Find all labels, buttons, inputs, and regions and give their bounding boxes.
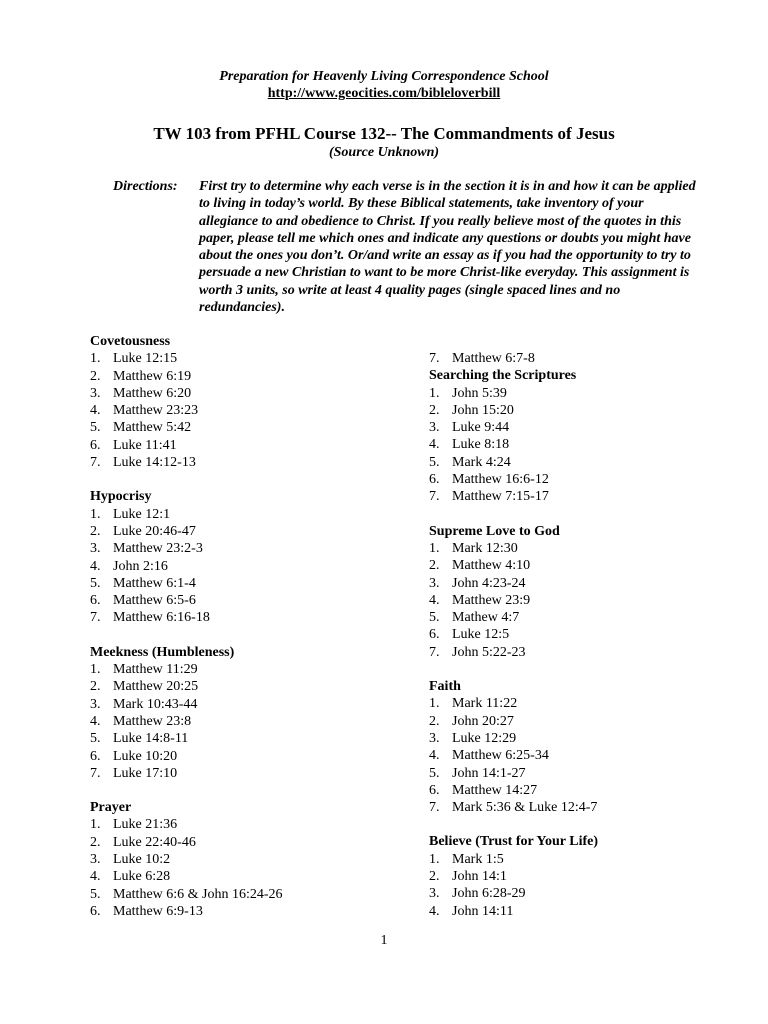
verse-reference: Luke 12:1 [113, 506, 171, 522]
verse-reference: Matthew 23:23 [113, 403, 199, 419]
item-number: 6. [429, 782, 440, 798]
verse-reference: Matthew 23:9 [452, 592, 531, 608]
verse-reference: Mark 5:36 & Luke 12:4-7 [452, 800, 598, 816]
item-number: 7. [429, 644, 440, 660]
list-item [429, 575, 759, 592]
list-item [90, 886, 420, 903]
verse-reference: Matthew 6:9-13 [113, 903, 203, 919]
verse-reference: Luke 11:41 [113, 437, 177, 453]
verse-reference: John 15:20 [452, 402, 514, 418]
verse-reference: Mark 10:43-44 [113, 696, 198, 712]
list-item [90, 419, 420, 436]
item-number: 6. [429, 627, 440, 643]
verse-reference: John 2:16 [113, 558, 168, 574]
list-item [90, 558, 420, 575]
verse-reference: Matthew 7:15-17 [452, 489, 549, 505]
item-number: 3. [90, 696, 101, 712]
list-item [429, 471, 759, 488]
section-heading: Meekness (Humbleness) [90, 644, 235, 660]
list-item [429, 695, 759, 712]
verse-reference: John 5:22-23 [452, 644, 526, 660]
verse-reference: Luke 14:8-11 [113, 731, 189, 747]
section-searching-the-scriptures [429, 367, 759, 505]
verse-reference: John 4:23-24 [452, 575, 526, 591]
list-item [90, 385, 420, 402]
item-number: 6. [90, 903, 101, 919]
list-item [429, 436, 759, 453]
list-item [90, 350, 420, 367]
list-item [429, 730, 759, 747]
verse-reference: Luke 12:29 [452, 730, 517, 746]
item-number: 2. [429, 869, 440, 885]
verse-reference: Matthew 6:19 [113, 368, 192, 384]
verse-reference: Luke 21:36 [113, 817, 178, 833]
item-number: 1. [90, 662, 101, 678]
item-number: 1. [429, 696, 440, 712]
item-number: 2. [429, 558, 440, 574]
section-meekness-humbleness [90, 644, 420, 782]
list-item [90, 592, 420, 609]
item-number: 1. [429, 385, 440, 401]
verse-reference: Matthew 6:20 [113, 385, 192, 401]
list-item [90, 661, 420, 678]
verse-reference: Luke 8:18 [452, 437, 510, 453]
list-item [429, 402, 759, 419]
item-number: 2. [90, 679, 101, 695]
item-number: 2. [90, 368, 101, 384]
item-number: 1. [429, 851, 440, 867]
item-number: 1. [429, 540, 440, 556]
item-number: 4. [429, 903, 440, 919]
item-number: 4. [90, 713, 101, 729]
verse-reference: Luke 22:40-46 [113, 834, 196, 850]
item-number: 4. [429, 592, 440, 608]
list-item [429, 419, 759, 436]
item-number: 7. [429, 489, 440, 505]
left-column [90, 333, 420, 937]
item-number: 4. [90, 403, 101, 419]
list-item [429, 782, 759, 799]
item-number: 4. [90, 558, 101, 574]
item-number: 7. [429, 351, 440, 366]
verse-reference: Mark 11:22 [452, 696, 518, 712]
list-item [90, 748, 420, 765]
verse-reference: Matthew 23:8 [113, 713, 192, 729]
verse-reference: Matthew 11:29 [113, 662, 198, 678]
item-number: 5. [90, 886, 101, 902]
item-number: 3. [429, 575, 440, 591]
list-item [429, 713, 759, 730]
verse-reference: Matthew 6:16-18 [113, 610, 210, 626]
item-number: 6. [90, 748, 101, 764]
item-number: 6. [90, 593, 101, 609]
section-covetousness [90, 333, 420, 471]
list-item [90, 851, 420, 868]
item-number: 7. [429, 800, 440, 816]
verse-reference: Luke 14:12-13 [113, 455, 196, 471]
directions-label: Directions: [113, 179, 178, 194]
section-heading: Believe (Trust for Your Life) [429, 834, 599, 850]
section-heading: Searching the Scriptures [429, 368, 577, 384]
item-number: 7. [90, 610, 101, 626]
item-number: 6. [429, 472, 440, 488]
list-item [429, 644, 759, 661]
verse-reference: Luke 12:15 [113, 351, 178, 367]
list-item [429, 799, 759, 816]
item-number: 6. [90, 437, 101, 453]
verse-reference: John 14:1 [452, 869, 507, 885]
verse-reference: Matthew 6:1-4 [113, 575, 196, 591]
item-number: 1. [90, 351, 101, 367]
list-item [90, 816, 420, 833]
item-number: 7. [90, 765, 101, 781]
list-item [429, 540, 759, 557]
document-subtitle: (Source Unknown) [328, 145, 440, 160]
list-item [429, 454, 759, 471]
item-number: 2. [429, 402, 440, 418]
list-item [429, 868, 759, 885]
item-number: 4. [429, 437, 440, 453]
item-number: 7. [90, 455, 101, 471]
item-number: 3. [90, 852, 101, 868]
verse-reference: Mathew 4:7 [452, 610, 520, 626]
list-item [429, 765, 759, 782]
list-item [90, 903, 420, 920]
list-item [429, 488, 759, 505]
item-number: 4. [429, 748, 440, 764]
section-prayer [90, 799, 420, 920]
verse-reference: Matthew 5:42 [113, 420, 192, 436]
verse-reference: Luke 10:2 [113, 852, 171, 868]
verse-reference: Mark 12:30 [452, 540, 518, 556]
item-number: 1. [90, 817, 101, 833]
item-number: 5. [90, 420, 101, 436]
list-item [90, 713, 420, 730]
verse-reference: Matthew 6:6 & John 16:24-26 [113, 886, 283, 902]
verse-reference: Matthew 20:25 [113, 679, 199, 695]
item-number: 3. [90, 385, 101, 401]
right-column-sections [429, 367, 759, 920]
section-heading: Covetousness [90, 334, 171, 349]
section-faith [429, 678, 759, 816]
item-number: 5. [90, 575, 101, 591]
item-number: 3. [429, 886, 440, 902]
item-number: 5. [429, 454, 440, 470]
section-heading: Hypocrisy [90, 489, 152, 505]
page-number: 1 [380, 933, 388, 948]
verse-reference: Luke 10:20 [113, 748, 178, 764]
school-name: Preparation for Heavenly Living Correspondence School [219, 69, 549, 84]
verse-reference: Mark 4:24 [452, 454, 511, 470]
section-heading: Supreme Love to God [429, 523, 560, 539]
item-number: 2. [429, 713, 440, 729]
list-item [90, 834, 420, 851]
list-item [429, 557, 759, 574]
item-number: 5. [90, 731, 101, 747]
verse-reference: John 20:27 [452, 713, 514, 729]
verse-reference: Luke 9:44 [452, 420, 510, 436]
list-item [90, 368, 420, 385]
right-column [429, 350, 759, 937]
verse-reference: Matthew 6:5-6 [113, 593, 196, 609]
verse-reference: Matthew 6:7-8 [452, 351, 535, 366]
verse-reference: Matthew 16:6-12 [452, 472, 549, 488]
list-item [90, 609, 420, 626]
document-title: TW 103 from PFHL Course 132-- The Commandments of Jesus [153, 124, 615, 143]
list-item [429, 385, 759, 402]
list-item [90, 868, 420, 885]
directions-text: First try to determine why each verse is in the section it is in and how it can be applied to living in today’s world. By these Biblical statements, take inventory of your allegiance to and obedience to Christ. If you really believe most of the quotes in this paper, please tell me which ones and indicate any questions or doubts you might have about the ones you don’t. Or/and write an essay as if you had the opportunity to try to persuade a new Christian to want to be more Christ-like everyday. This assignment is worth 3 units, so write at least 4 quality pages (single spaced lines and no redundancies). [199, 179, 696, 316]
list-item [90, 730, 420, 747]
list-item [429, 626, 759, 643]
list-item [90, 696, 420, 713]
item-number: 5. [429, 610, 440, 626]
list-item [90, 575, 420, 592]
list-item [90, 437, 420, 454]
section-heading: Faith [429, 679, 461, 695]
verse-reference: Luke 17:10 [113, 765, 178, 781]
school-url-link[interactable]: http://www.geocities.com/bibleloverbill [267, 86, 501, 101]
section-hypocrisy [90, 488, 420, 626]
verse-reference: Luke 20:46-47 [113, 523, 196, 539]
verse-reference: Luke 6:28 [113, 869, 171, 885]
list-item [429, 851, 759, 868]
list-item [90, 540, 420, 557]
list-item [90, 454, 420, 471]
list-item [429, 903, 759, 920]
verse-reference: Mark 1:5 [452, 851, 504, 867]
item-number: 1. [90, 506, 101, 522]
list-item [90, 678, 420, 695]
verse-reference: John 14:1-27 [452, 765, 526, 781]
list-item [429, 885, 759, 902]
item-number: 2. [90, 523, 101, 539]
item-number: 2. [90, 834, 101, 850]
list-item [429, 747, 759, 764]
list-item [429, 609, 759, 626]
section-believe-trust-for-your-life [429, 833, 759, 919]
verse-reference: John 5:39 [452, 385, 507, 401]
list-item [90, 523, 420, 540]
verse-reference: John 14:11 [452, 903, 514, 919]
verse-reference: Matthew 23:2-3 [113, 541, 203, 557]
item-number: 5. [429, 765, 440, 781]
list-item [90, 506, 420, 523]
verse-reference: Matthew 14:27 [452, 782, 538, 798]
list-item [429, 592, 759, 609]
verse-reference: John 6:28-29 [452, 886, 526, 902]
item-number: 3. [429, 730, 440, 746]
verse-reference: Matthew 6:25-34 [452, 748, 549, 764]
section-heading: Prayer [90, 800, 132, 816]
item-number: 4. [90, 869, 101, 885]
item-number: 3. [429, 420, 440, 436]
list-item [90, 765, 420, 782]
item-number: 3. [90, 541, 101, 557]
section-supreme-love-to-god [429, 523, 759, 661]
verse-reference: Luke 12:5 [452, 627, 510, 643]
list-item-continuation [429, 350, 759, 367]
list-item [90, 402, 420, 419]
verse-reference: Matthew 4:10 [452, 558, 531, 574]
